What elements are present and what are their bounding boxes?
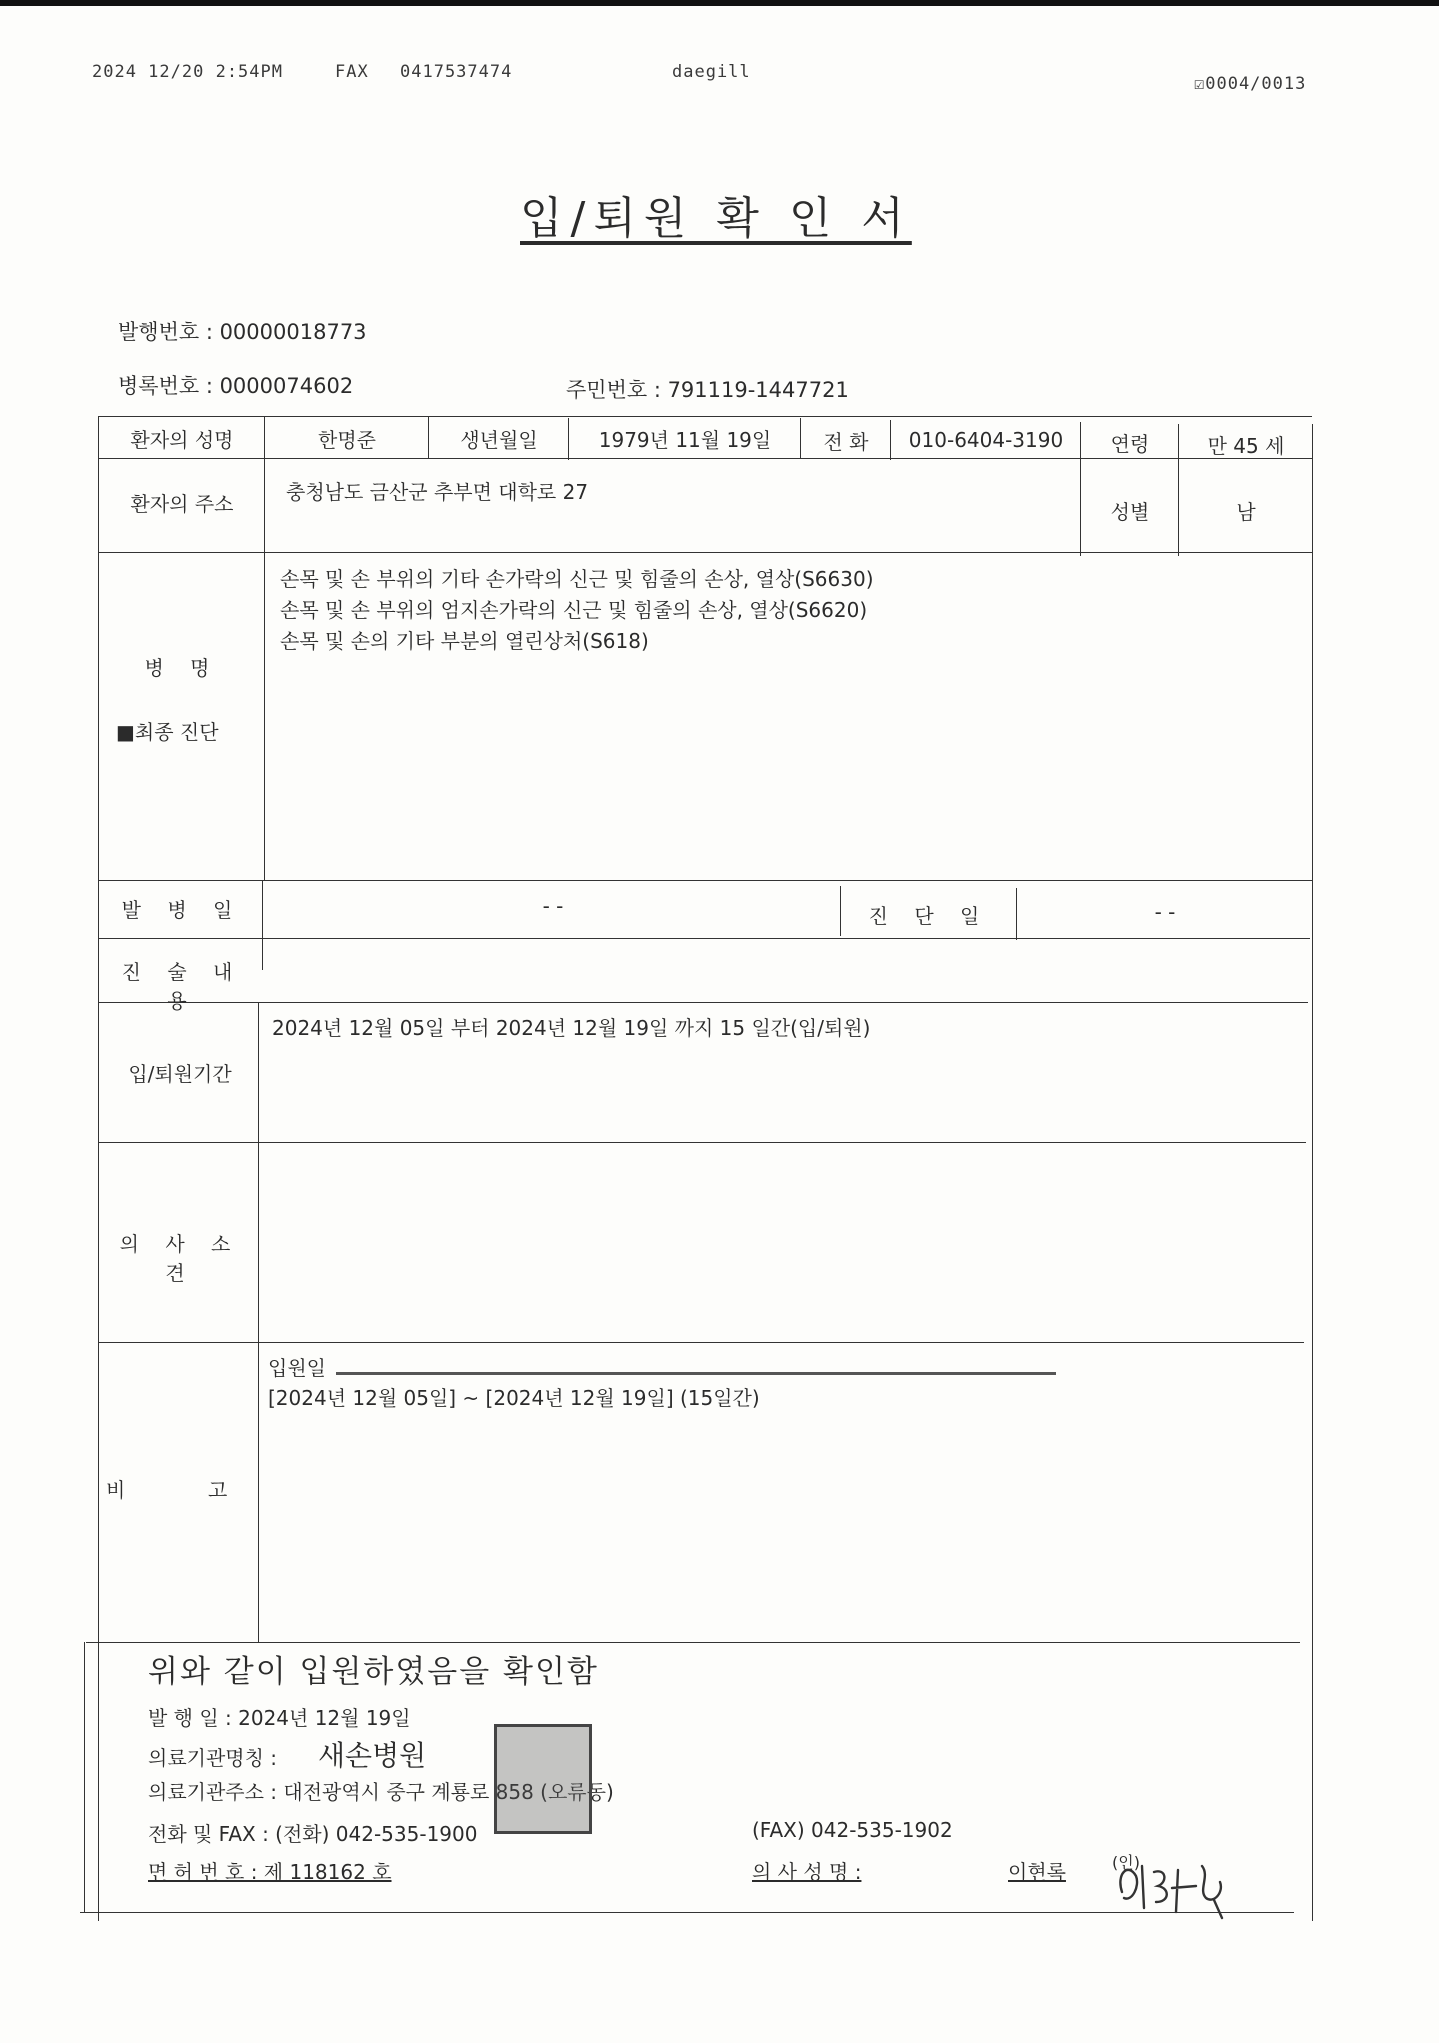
- sex-label: 성별: [1110, 500, 1150, 524]
- doctor-name-label: 의 사 성 명 :: [752, 1860, 862, 1884]
- tel-fax: 전화 및 FAX : (전화) 042-535-1900: [148, 1822, 478, 1846]
- statement-label: 진 술 내 용: [121, 960, 243, 1013]
- issue-number: 발행번호 : 00000018773: [118, 320, 367, 344]
- phone-number: 010-6404-3190: [908, 428, 1064, 452]
- remarks-label-right: 고: [208, 1478, 228, 1502]
- patient-address: 충청남도 금산군 추부면 대학로 27: [286, 480, 589, 504]
- hospital-name: 새손병원: [318, 1739, 427, 1772]
- fax-number-footer: (FAX) 042-535-1902: [752, 1818, 953, 1842]
- remarks-rule: [336, 1372, 1056, 1375]
- diagnosis-item: 손목 및 손의 기타 부분의 열린상처(S618): [280, 629, 649, 653]
- diagnosis-list: [280, 564, 874, 657]
- birth-date: 1979년 11월 19일: [598, 428, 772, 452]
- hospital-seal-stamp: [494, 1724, 592, 1834]
- patient-name: 한명준: [318, 428, 376, 452]
- opinion-label: 의 사 소 견: [119, 1232, 241, 1285]
- hospital-name-label: 의료기관명칭 :: [148, 1746, 278, 1770]
- fax-number: 0417537474: [400, 62, 513, 82]
- sex-value: 남: [1236, 500, 1256, 524]
- top-border: [0, 0, 1439, 6]
- phone-label: 전 화: [823, 430, 869, 454]
- period-value: 2024년 12월 05일 부터 2024년 12월 19일 까지 15 일간(입/퇴원): [272, 1016, 871, 1040]
- remarks-label-left: 비: [106, 1478, 126, 1502]
- address-label: 환자의 주소: [130, 492, 234, 516]
- diagnosis-item: 손목 및 손 부위의 기타 손가락의 신근 및 힘줄의 손상, 열상(S6630): [280, 567, 874, 591]
- fax-page: ☑0004/0013: [1194, 74, 1307, 94]
- hospital-address: 의료기관주소 : 대전광역시 중구 계룡로 858 (오류동): [148, 1780, 614, 1804]
- fax-datetime: 2024 12/20 2:54PM: [92, 62, 283, 82]
- record-number: 병록번호 : 0000074602: [118, 374, 354, 398]
- doctor-name: 이현록: [1008, 1860, 1066, 1884]
- onset-value: - -: [542, 894, 564, 918]
- seal-mark: (인): [1112, 1853, 1140, 1872]
- fax-sender: daegill: [672, 62, 751, 82]
- diagnosis-label: 병 명: [144, 656, 220, 680]
- onset-label: 발 병 일: [121, 898, 243, 922]
- diagnosis-date-label: 진 단 일: [868, 904, 990, 928]
- document-title: 입/퇴원 확 인 서: [520, 193, 912, 244]
- confirmation-statement: 위와 같이 입원하였음을 확인함: [148, 1654, 599, 1690]
- age-label: 연령: [1110, 432, 1150, 456]
- license-number: 면 허 번 호 : 제 118162 호: [148, 1860, 392, 1884]
- remarks-period: [2024년 12월 05일] ~ [2024년 12월 19일] (15일간): [268, 1386, 760, 1410]
- doctor-signature: [1110, 1852, 1240, 1922]
- resident-number: 주민번호 : 791119-1447721: [566, 378, 849, 402]
- diagnosis-date-value: - -: [1154, 900, 1176, 924]
- final-diagnosis-label: ■최종 진단: [116, 720, 219, 744]
- fax-label: FAX: [335, 62, 369, 82]
- period-label: 입/퇴원기간: [128, 1062, 232, 1086]
- issue-date: 발 행 일 : 2024년 12월 19일: [148, 1706, 411, 1730]
- diagnosis-item: 손목 및 손 부위의 엄지손가락의 신근 및 힘줄의 손상, 열상(S6620): [280, 598, 868, 622]
- age-value: 만 45 세: [1207, 434, 1285, 458]
- birth-label: 생년월일: [460, 428, 538, 452]
- patient-name-label: 환자의 성명: [130, 428, 234, 452]
- remarks-admission-label: 입원일: [268, 1356, 326, 1380]
